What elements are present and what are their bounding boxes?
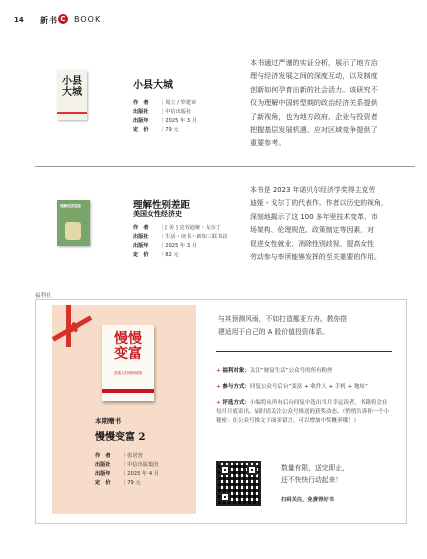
book-1-title: 小县大城 (133, 80, 173, 91)
meta-row: 出版年 ｜2025 年 3 月 (133, 243, 198, 249)
meta-row: 出版社 ｜生活・读书・新知三联书店 (133, 234, 228, 240)
book-cover-3 (102, 325, 154, 401)
book-1-meta (133, 99, 233, 135)
book-2-title: 理解性别差距 (133, 200, 191, 211)
divider (216, 351, 392, 352)
section-badge: C (58, 14, 68, 24)
qr-code[interactable] (216, 461, 261, 506)
giveaway-meta (95, 452, 195, 488)
book-2-subtitle: 美国女性经济史 (133, 209, 182, 218)
meta-row: 出版社 ｜中信出版集团 (95, 462, 159, 468)
rule-item: + 福利对象：关注“财富生活”公众号的所有粉丝 (216, 368, 333, 374)
book-cover-3-title: 慢慢变富 (114, 331, 142, 362)
meta-row: 出版年 ｜2025 年 4 月 (95, 471, 160, 477)
page-number: 14 (14, 16, 24, 24)
book-cover-1-title: 小县大城 (62, 76, 82, 98)
divider (35, 166, 415, 167)
book-cover-2 (57, 200, 90, 246)
giveaway-title: 慢慢变富 2 (95, 432, 146, 443)
meta-row: 出版年 ｜2025 年 3 月 (133, 118, 198, 124)
giveaway-label: 本期赠书 (95, 417, 121, 425)
meta-row: 出版社 ｜中信出版社 (133, 109, 192, 115)
meta-row: 作 者 ｜[ 美 ] 克劳迪娅・戈尔丁 (133, 225, 221, 231)
giveaway-intro: 与其预测风雨，不如打造挪亚方舟。教你搭 建适用于自己的 A 股价值投资体系。 (218, 315, 348, 336)
book-cover-2-title: 理解性别差距 (60, 204, 81, 208)
welfare-tag: 福利社 (35, 293, 52, 299)
meta-row: 定 价 ｜79 元 (95, 480, 141, 486)
qr-caption: 扫码关注，免费得好书 (281, 497, 334, 503)
section-label: 新书 (40, 16, 58, 25)
bow-icon: ✿ (68, 320, 80, 336)
meta-row: 定 价 ｜82 元 (133, 252, 179, 258)
book-1-description: 本书通过严谨的实证分析，展示了地方治 理与经济发展之间的深度互动，以及制度 创新如何孕育出新的社会活力。该研究不 仅为理解中国转型期的政治经济关系提供 了新视角，也为地方政府、企业与投资者 把握基层发展机遇、应对区域竞争提供了 重要参考。 (250, 58, 378, 148)
book-cover-3-subtitle: 普通人的理财地图 (114, 371, 142, 375)
meta-row: 作 者 ｜周立 / 罗建章 (133, 100, 197, 106)
book-cover-1 (57, 70, 87, 120)
rule-item: + 参与方式：回复公众号后台“变富 + 收件人 + 手机 + 地址” (216, 384, 368, 390)
giveaway-cta: 数量有限，送完即止， 还不快快行动起来！ (281, 464, 349, 484)
meta-row: 作 者 ｜张居营 (95, 453, 143, 459)
book-2-description: 本书是 2023 年诺贝尔经济学奖得主克劳 迪娅・戈尔丁的代表作。作者以历史的视角， 深刻地揭示了这 100 多年里技术变革、市 场架构、伦理规范、政策制定等因素，对 促进女性就业、消除性别歧视、提高女性 劳动参与率所能够发挥的至关重要的作用。 (250, 186, 388, 262)
book-label: BOOK (74, 15, 102, 24)
rule-item: + 评选方式：小编将从所有后台回复中选出当月幸运读者，书籍将会在每月月底寄出，届时请关注公众号推送的获奖动态。（悄悄告诉你一个小秘密：在公众号推文下面多留言，可以增加中奖概率哦！） (216, 400, 390, 424)
meta-row: 定 价 ｜79 元 (133, 127, 179, 133)
book-2-meta (133, 224, 243, 260)
